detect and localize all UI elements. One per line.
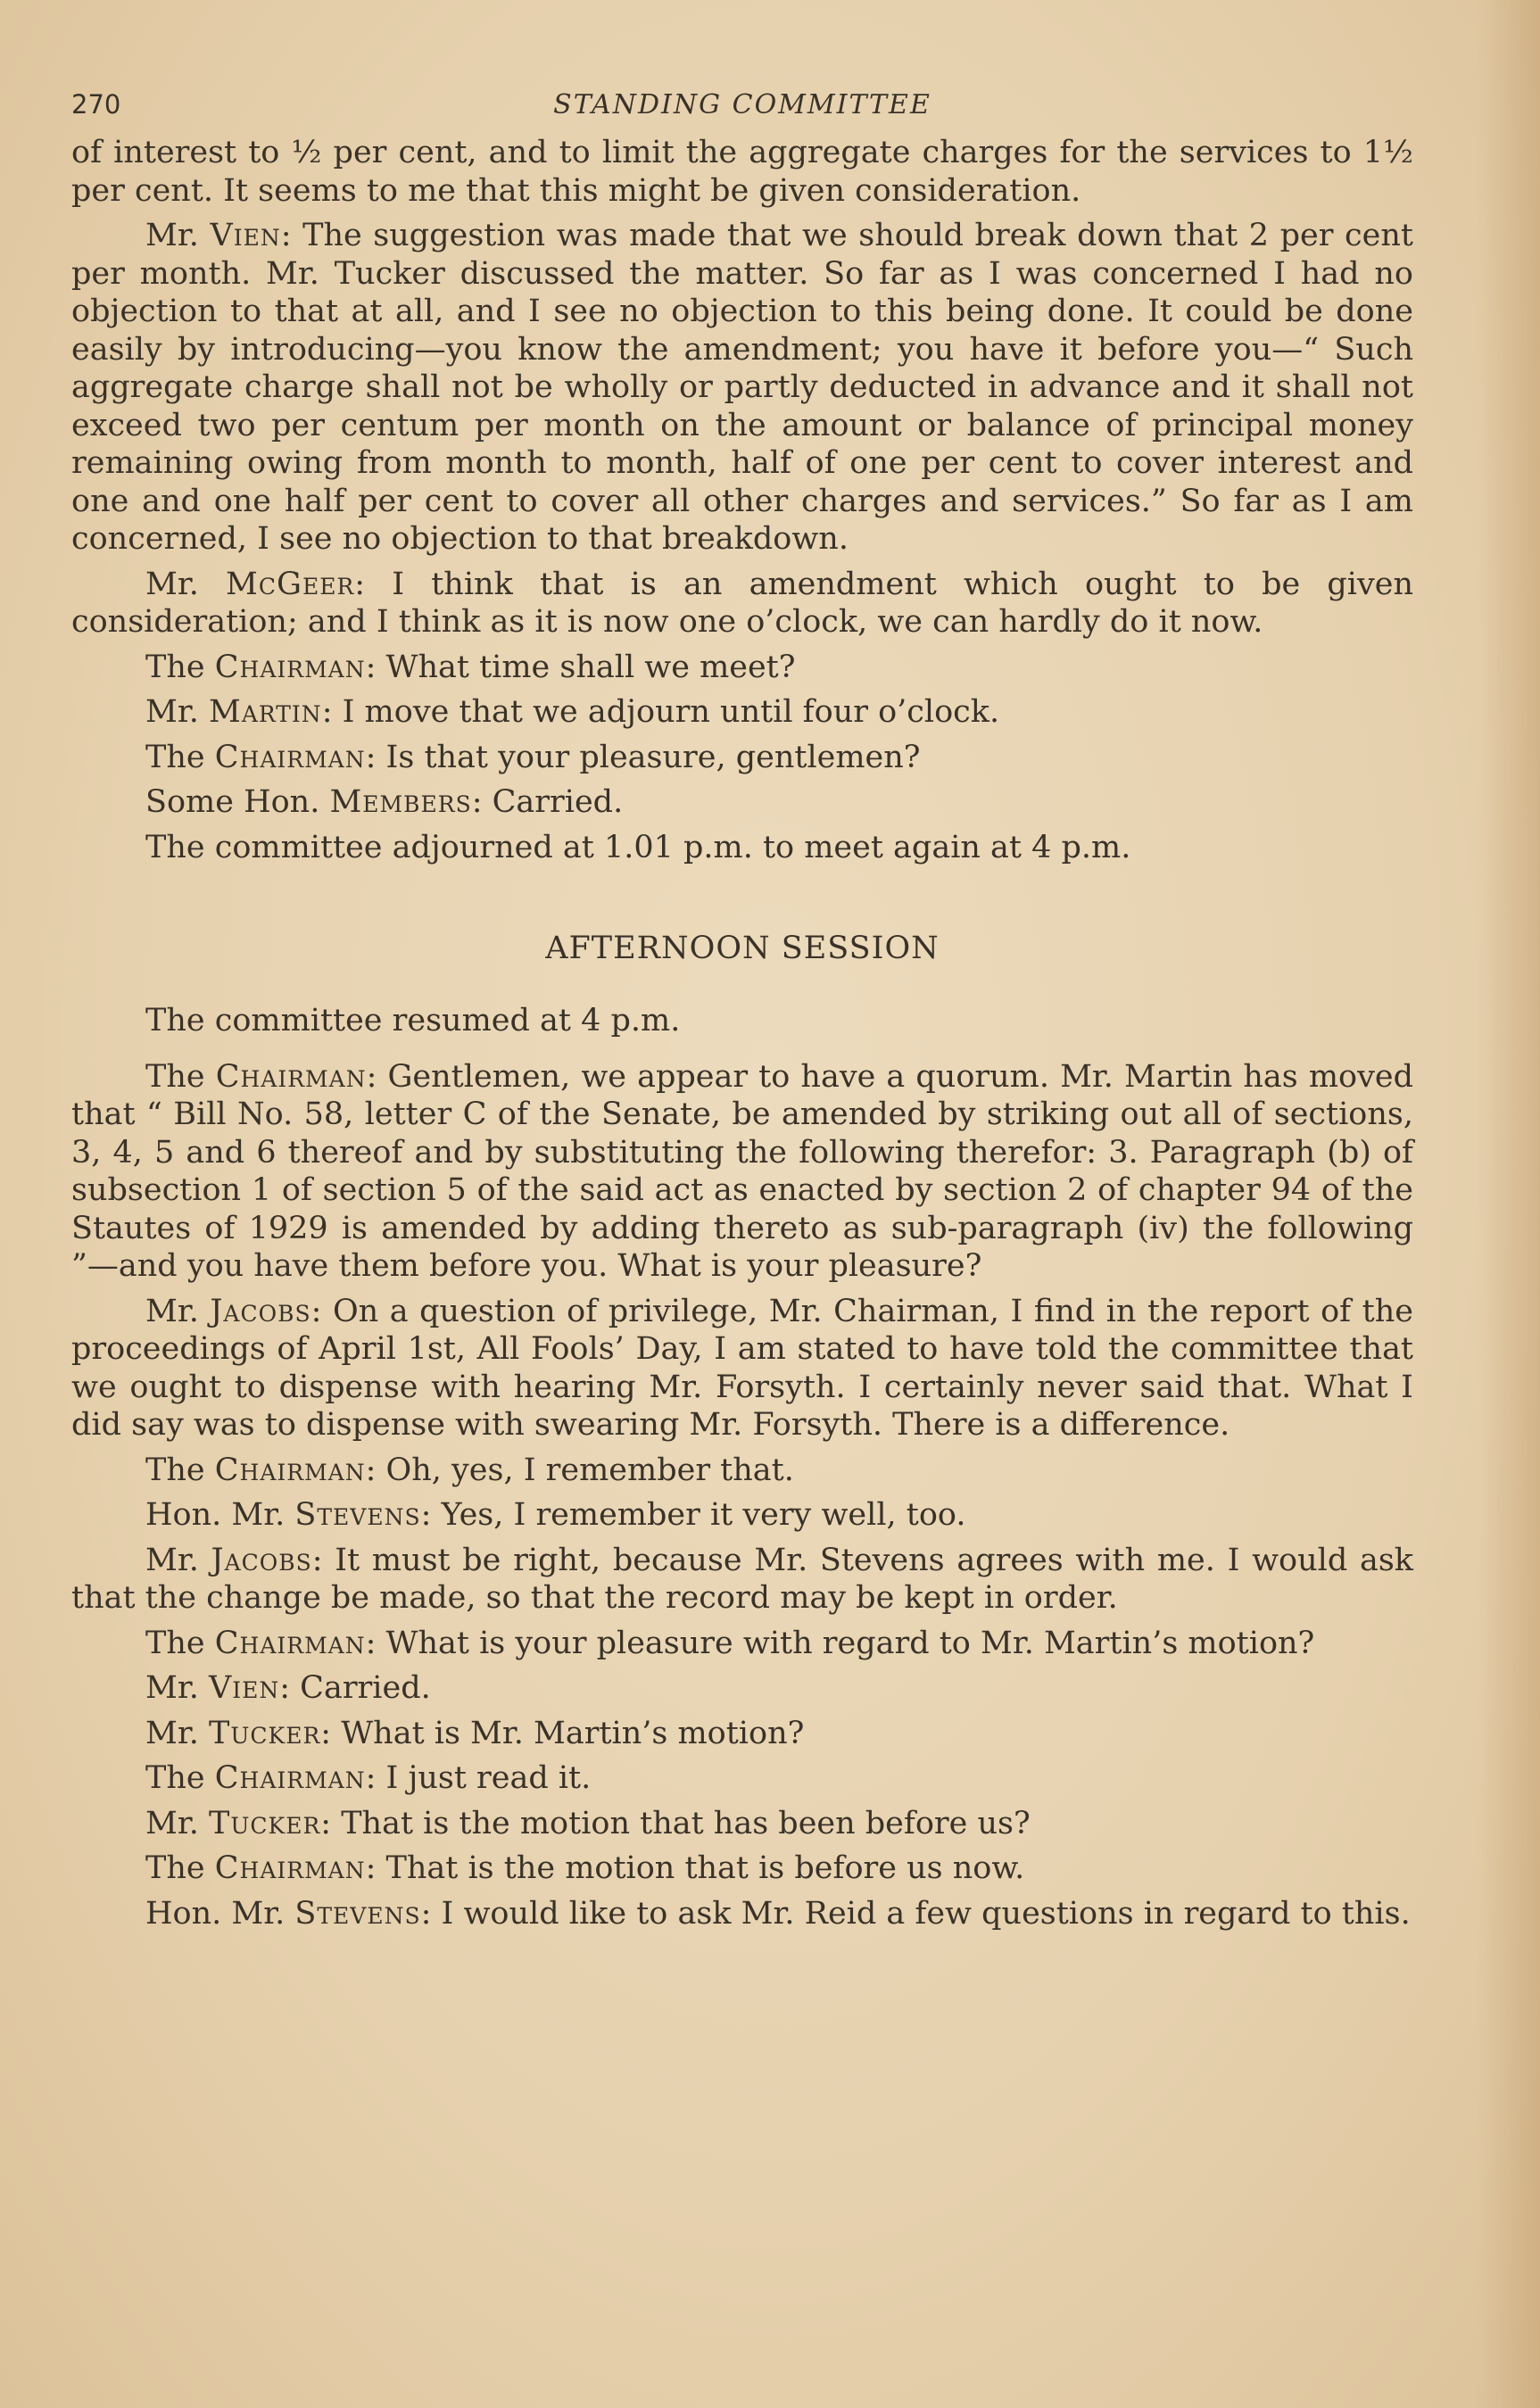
speech-text: : On a question of privilege, Mr. Chairman, I find in the report of the proceedings of April 1st, All Fools’ Day, I am stated to have told the committee that we ought to dispense with hearing Mr. Forsyth. I certainly never said that. What I did say was to dispense with swearing Mr. Forsyth. There is a difference.: [71, 1293, 1413, 1443]
speech-paragraph: [71, 1669, 1413, 1708]
speech-paragraph: [71, 1293, 1413, 1444]
speech-paragraph: [71, 1496, 1413, 1535]
speech-text: : Carried.: [279, 1670, 431, 1706]
speech-paragraph: [71, 1452, 1413, 1490]
speech-paragraph: [71, 739, 1413, 777]
paragraph-continuation: [71, 134, 1413, 210]
speech-text: : Is that your pleasure, gentlemen?: [365, 739, 921, 775]
speaker-prefix: Mr.: [145, 1805, 209, 1841]
speech-paragraph: [71, 1805, 1413, 1843]
speaker-prefix: Mr.: [145, 218, 211, 253]
speaker-prefix: The: [145, 1760, 215, 1796]
speaker-name: Chairman: [214, 1850, 366, 1886]
speech-text: : What is your pleasure with regard to Mr. Martin’s motion?: [365, 1625, 1315, 1661]
speaker-prefix: Mr.: [145, 566, 227, 602]
speech-paragraph: [71, 566, 1413, 641]
resumed-note: [71, 1002, 1413, 1040]
speaker-prefix: Some Hon.: [145, 784, 330, 820]
speaker-prefix: Mr.: [145, 1715, 209, 1751]
speech-text: : What is Mr. Martin’s motion?: [320, 1715, 805, 1751]
speaker-name: Chairman: [214, 1760, 366, 1796]
speaker-name: Vien: [208, 1670, 280, 1706]
speaker-prefix: The: [145, 1625, 215, 1661]
speaker-name: Tucker: [208, 1715, 321, 1751]
speech-paragraph: [71, 1849, 1413, 1888]
speaker-prefix: Hon. Mr.: [145, 1497, 295, 1533]
speaker-name: Members: [329, 784, 472, 820]
speaker-prefix: Mr.: [145, 694, 209, 730]
speech-paragraph: [71, 649, 1413, 687]
speaker-name: Vien: [210, 218, 281, 253]
speech-text: : What time shall we meet?: [365, 649, 796, 685]
speech-paragraph: [71, 783, 1413, 822]
adjournment-note: [71, 829, 1413, 867]
speaker-name: Jacobs: [210, 1293, 311, 1329]
speaker-name: Chairman: [214, 649, 366, 685]
section-heading: AFTERNOON SESSION: [545, 931, 940, 966]
speaker-name: Stevens: [294, 1895, 421, 1932]
speech-text: : Gentlemen, we appear to have a quorum. Mr. Martin has moved that “ Bill No. 58, letter C of the Senate, be amended by striking out all of sections, 3, 4, 5 and 6 thereof and by substituting the following therefor: 3. Paragraph (b) of subsection 1 of section 5 of the said act as enacted by section 2 of chapter 94 of the Stautes of 1929 is amended by adding thereto as sub-paragraph (iv) the following ”—and you have them before you. What is your pleasure?: [71, 1058, 1413, 1284]
speaker-name: Chairman: [214, 1452, 366, 1488]
speaker-prefix: The: [145, 1058, 216, 1095]
speaker-prefix: The: [145, 1850, 215, 1886]
speech-text: : I move that we adjourn until four o’clock.: [321, 694, 1000, 730]
speech-text: : I would like to ask Mr. Reid a few questions in regard to this.: [420, 1895, 1411, 1932]
speaker-prefix: Hon. Mr.: [145, 1895, 295, 1932]
speech-paragraph: [71, 1759, 1413, 1798]
speech-text: : Oh, yes, I remember that.: [365, 1452, 794, 1488]
running-head: STANDING COMMITTEE: [553, 89, 931, 120]
speaker-name: Stevens: [294, 1497, 421, 1533]
speech-paragraph: [71, 1542, 1413, 1618]
speaker-prefix: Mr.: [145, 1542, 211, 1578]
page-content: [71, 80, 1413, 1940]
speech-text: : Yes, I remember it very well, too.: [420, 1497, 966, 1533]
speech-text: : That is the motion that is before us now.: [365, 1850, 1025, 1886]
speech-paragraph: [71, 1895, 1413, 1933]
speaker-prefix: The: [145, 739, 215, 775]
paragraph-text: The committee resumed at 4 p.m.: [145, 1003, 681, 1039]
speech-paragraph: [71, 693, 1413, 732]
speech-paragraph: [71, 1058, 1413, 1286]
speech-text: : It must be right, because Mr. Stevens agrees with me. I would ask that the change be made, so that the record may be kept in order.: [71, 1542, 1413, 1616]
speaker-prefix: The: [145, 1452, 215, 1488]
speech-text: : That is the motion that has been before us?: [320, 1805, 1031, 1841]
speech-text: : I just read it.: [365, 1760, 592, 1796]
paragraph-text: of interest to ½ per cent, and to limit the aggregate charges for the services to 1½ per cent. It seems to me that this might be given consideration.: [71, 135, 1413, 209]
speaker-name: Chairman: [214, 739, 366, 775]
page-number: 270: [71, 89, 121, 120]
page-header: [71, 80, 1413, 134]
speech-paragraph: [71, 217, 1413, 559]
speaker-prefix: Mr.: [145, 1293, 211, 1329]
speaker-name: Chairman: [214, 1625, 366, 1661]
speech-paragraph: [71, 1715, 1413, 1753]
speaker-name: Jacobs: [211, 1542, 312, 1578]
speech-text: : I think that is an amendment which ought to be given consideration; and I think as it is now one o’clock, we can hardly do it now.: [71, 566, 1413, 640]
paragraph-text: The committee adjourned at 1.01 p.m. to meet again at 4 p.m.: [145, 829, 1131, 865]
speaker-name: McGeer: [226, 566, 355, 602]
speaker-prefix: The: [145, 649, 215, 685]
speech-paragraph: [71, 1625, 1413, 1663]
speech-text: : Carried.: [471, 784, 624, 820]
speaker-name: Martin: [208, 694, 322, 730]
speaker-prefix: Mr.: [145, 1670, 209, 1706]
speaker-name: Chairman: [215, 1058, 367, 1095]
speaker-name: Tucker: [208, 1805, 321, 1841]
speech-text: : The suggestion was made that we should break down that 2 per cent per month. Mr. Tucker discussed the matter. So far as I was concerned I had no objection to that at all, and I see no objection to this being done. It could be done easily by introducing—you know the amendment; you have it before you—“ Such aggregate charge shall not be wholly or partly deducted in advance and it shall not exceed two per centum per month on the amount or balance of principal money remaining owing from month to month, half of one per cent to cover interest and one and one half per cent to cover all other charges and services.” So far as I am concerned, I see no objection to that breakdown.: [71, 218, 1413, 557]
